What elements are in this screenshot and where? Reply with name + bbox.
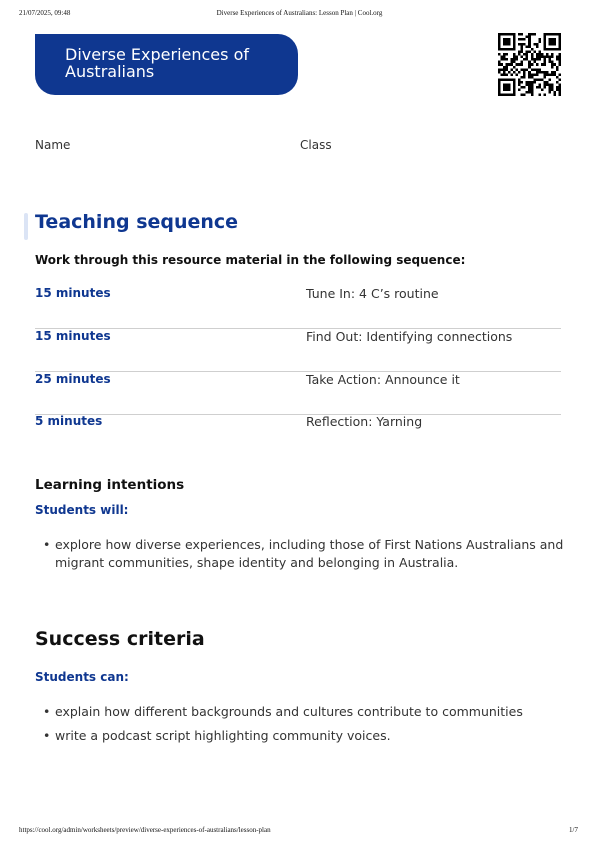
print-datetime: 21/07/2025, 09:48 xyxy=(19,9,71,17)
banner-title-line1: Diverse Experiences of xyxy=(65,45,249,64)
success-criteria-subtitle: Students can: xyxy=(35,670,129,684)
sequence-row xyxy=(35,414,561,456)
title-banner xyxy=(35,34,298,95)
bullet-icon: • xyxy=(43,537,51,552)
list-item xyxy=(43,703,563,723)
section-accent-bar xyxy=(24,213,28,240)
sequence-activity: Tune In: 4 C’s routine xyxy=(306,286,439,301)
print-page-number: 1/7 xyxy=(569,826,578,834)
list-item-line: migrant communities, shape identity and belonging in Australia. xyxy=(55,555,459,570)
bullet-icon: • xyxy=(43,704,51,719)
list-item-line: explore how diverse experiences, including those of First Nations Australians and xyxy=(55,537,564,552)
sequence-time: 25 minutes xyxy=(35,372,111,386)
learning-intentions-subtitle: Students will: xyxy=(35,503,129,517)
name-field-label: Name xyxy=(35,138,71,152)
sequence-row xyxy=(35,372,561,415)
list-item-text: write a podcast script highlighting community voices. xyxy=(55,728,391,743)
sequence-row xyxy=(35,286,561,329)
success-criteria-title: Success criteria xyxy=(35,628,205,650)
sequence-activity: Reflection: Yarning xyxy=(306,414,423,429)
print-page-title: Diverse Experiences of Australians: Lesson Plan | Cool.org xyxy=(216,9,383,17)
sequence-row xyxy=(35,329,561,372)
sequence-time: 5 minutes xyxy=(35,414,103,428)
list-item xyxy=(43,727,563,747)
sequence-time: 15 minutes xyxy=(35,329,111,343)
bullet-icon: • xyxy=(43,728,51,743)
sequence-activity: Find Out: Identifying connections xyxy=(306,329,513,344)
teaching-sequence-title: Teaching sequence xyxy=(35,211,239,233)
sequence-time: 15 minutes xyxy=(35,286,111,300)
sequence-instruction: Work through this resource material in the following sequence: xyxy=(35,253,466,267)
learning-intentions-title: Learning intentions xyxy=(35,477,185,493)
qr-code-icon xyxy=(498,33,561,96)
list-item-text: explain how different backgrounds and cultures contribute to communities xyxy=(55,704,523,719)
class-field-label: Class xyxy=(300,138,332,152)
sequence-activity: Take Action: Announce it xyxy=(306,372,460,387)
list-item xyxy=(43,536,563,576)
banner-title-line2: Australians xyxy=(65,62,155,81)
print-url: https://cool.org/admin/worksheets/preview/diverse-experiences-of-australians/lesson-plan xyxy=(19,826,271,834)
